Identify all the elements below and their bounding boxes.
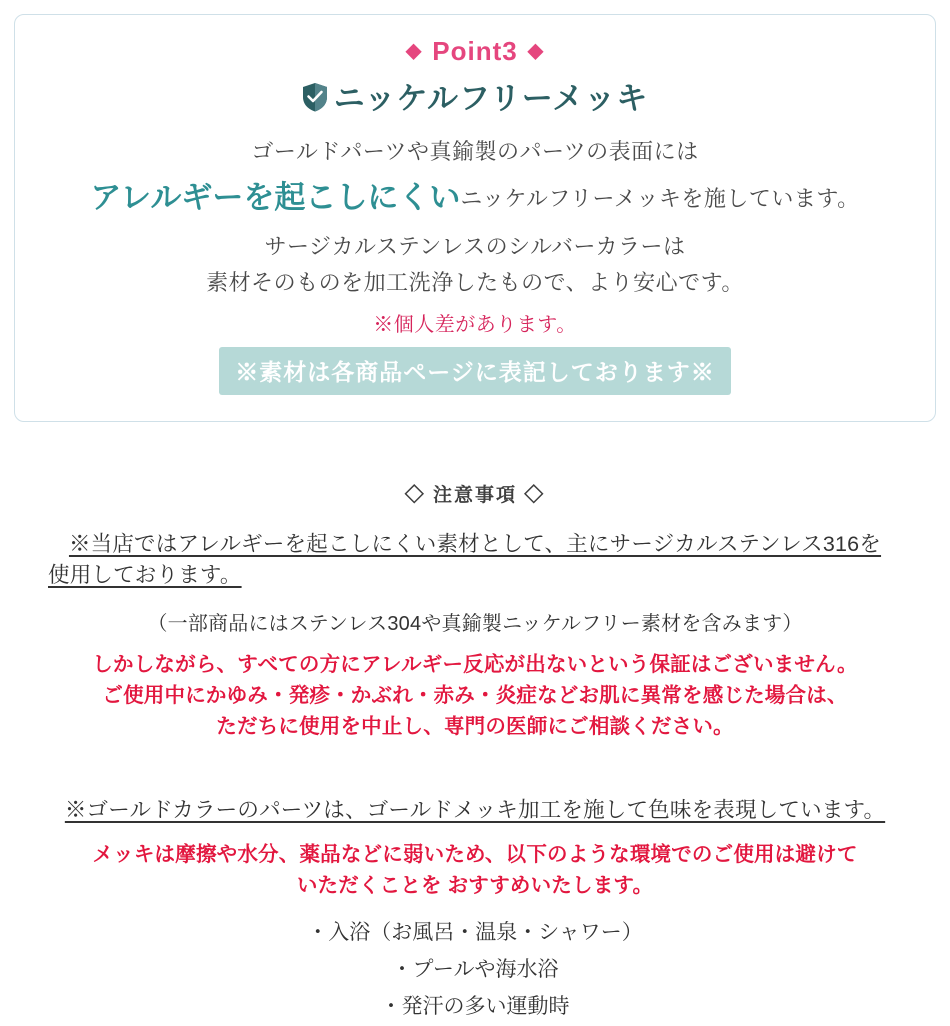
note-item-1-sub: （一部商品にはステンレス304や真鍮製ニッケルフリー素材を含みます） — [147, 613, 803, 636]
diamond-left-icon: ◆ — [405, 40, 423, 62]
note-item-1 — [8, 529, 942, 743]
note-item-1-warning-line-3: ただちに使用を中止し、専門の医師にご相談ください。 — [216, 714, 734, 738]
note-item-1-warning-line-1: しかしながら、すべての方にアレルギー反応が出ないという保証はございません。 — [92, 653, 858, 677]
point-banner: ※素材は各商品ページに表記しております※ — [219, 347, 731, 395]
note-item-1-row-1: ※当店ではアレルギーを起こしにくい素材として、主にサージカルステンレス316を — [68, 532, 882, 557]
shield-icon — [302, 82, 328, 122]
point-emphasis-tail: ニッケルフリーメッキを施しています。 — [460, 186, 860, 212]
diamond-right-icon: ◆ — [527, 40, 545, 62]
point-title-label: ニッケルフリーメッキ — [333, 80, 649, 116]
point-card — [14, 14, 936, 422]
point-line-3: サージカルステンレスのシルバーカラーは — [264, 233, 686, 259]
point-heading-label: Point3 — [432, 36, 518, 66]
note-item-1-row-2: 使用しております。 — [48, 563, 242, 588]
notes-spacer — [8, 761, 942, 795]
list-item: ・入浴（お風呂・温泉・シャワー） — [307, 921, 643, 945]
list-item: ・発汗の多い運動時 — [380, 994, 570, 1018]
note-item-2-warning-line-1: メッキは摩擦や水分、薬品などに弱いため、以下のような環境でのご使用は避けて — [92, 842, 858, 866]
note-item-2-warning — [8, 840, 942, 902]
point-heading — [25, 37, 925, 66]
point-line-4: 素材そのものを加工洗浄したもので、より安心です。 — [206, 270, 744, 296]
note-item-2-main — [8, 795, 942, 826]
point-title — [25, 80, 925, 122]
note-item-1-main — [8, 529, 942, 591]
note-item-1-warning — [8, 650, 942, 742]
point-line-emphasis — [25, 175, 925, 222]
notes-heading: ◇ 注意事項 ◇ — [404, 485, 546, 507]
page-root — [0, 14, 950, 1018]
notes-section — [0, 480, 950, 1026]
note-item-2-row-1: ※ゴールドカラーのパーツは、ゴールドメッキ加工を施して色味を表現しています。 — [64, 797, 886, 822]
note-item-2-bullets — [8, 915, 942, 1025]
point-emphasis-text: アレルギーを起こしにくい — [90, 180, 461, 216]
note-item-2 — [8, 795, 942, 1026]
list-item: ・プールや海水浴 — [391, 958, 559, 982]
point-line-1: ゴールドパーツや真鍮製のパーツの表面には — [251, 139, 699, 165]
note-item-2-warning-line-2: いただくことを おすすめいたします。 — [296, 873, 654, 897]
note-item-1-warning-line-2: ご使用中にかゆみ・発疹・かぶれ・赤み・炎症などお肌に異常を感じた場合は、 — [102, 684, 848, 708]
point-note: ※個人差があります。 — [373, 314, 577, 337]
